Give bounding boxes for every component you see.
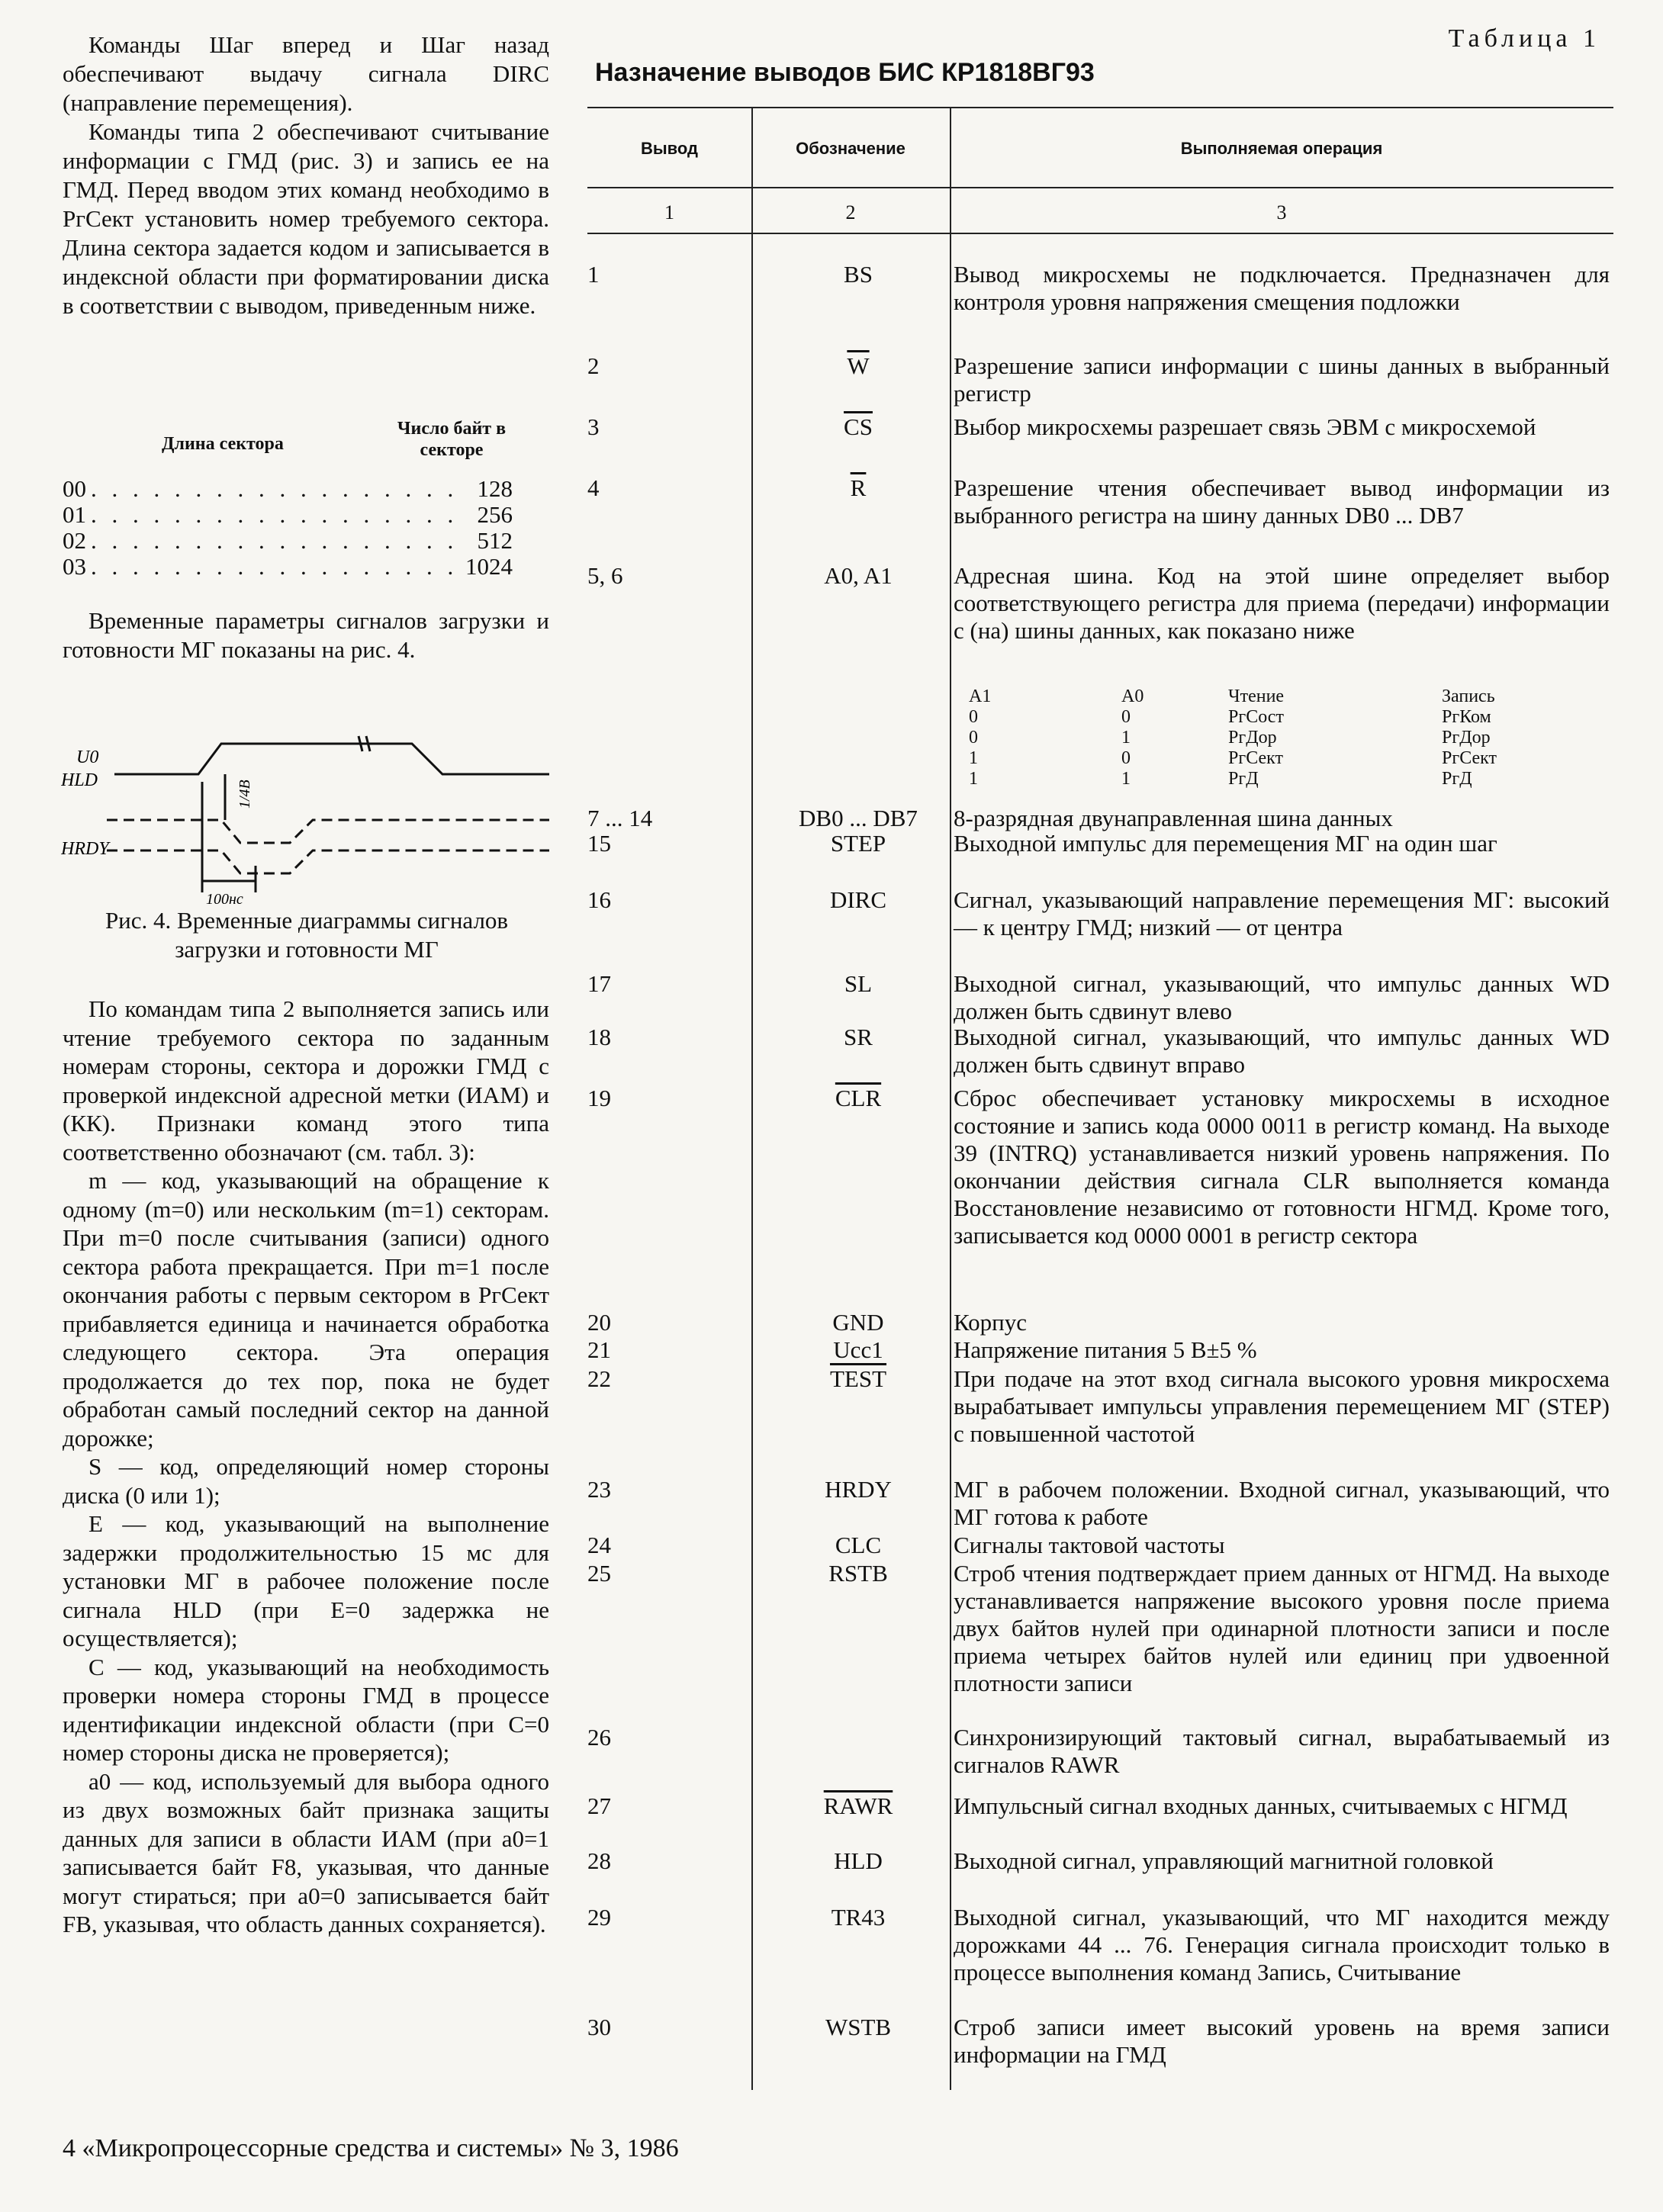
list-item: 02 . . . . . . . . . . . . . . . . . . 512	[63, 527, 513, 554]
divider	[751, 107, 753, 2090]
column-number: 2	[845, 201, 856, 223]
page-footer: 4 «Микропроцессорные средства и системы» № 3, 1986	[63, 2134, 679, 2162]
column-header-operation: Выполняемая операция	[1180, 139, 1383, 158]
paragraph-type2-flags: По командам типа 2 выполняется запись или чтение требуемого сектора по заданным номерам стороны, сектора и дорожки ГМД с проверкой индексной адресной метки (ИАМ) и (КК). Признаки команд этого типа соответственно обозначают (см. табл. 3):	[63, 995, 549, 1165]
divider	[587, 233, 1613, 234]
divider	[587, 107, 1613, 108]
list-item: 01 . . . . . . . . . . . . . . . . . . 256	[63, 501, 513, 528]
paragraph-m-code: m — код, указывающий на обращение к одному (m=0) или нескольким (m=1) секторам. При m=0 после считывания (записи) одного сектора работа прекращается. При m=1 после окончания работы с первым сектором в РгСект прибавляется единица и начинается обработка следующего сектора. Эта операция продолжается до тех пор, пока не будет обработан самый последний сектор на данной дорожке;	[63, 1167, 549, 1452]
paragraph-e-code: E — код, указывающий на выполнение задержки продолжительностью 15 мс для установки МГ в рабочее положение после сигнала HLD (при E=0 задержка не осуществляется);	[63, 1510, 549, 1651]
sector-length-header: Длина сектора	[162, 434, 284, 454]
hld-label: HLD	[61, 770, 98, 790]
timing-diagram	[61, 728, 549, 915]
v0-label: U0	[76, 748, 99, 767]
left-column-bottom	[63, 995, 549, 1939]
quarter-b-label: 1/4B	[236, 780, 253, 809]
sector-length-table	[63, 418, 513, 580]
figure-caption: Рис. 4. Временные диаграммы сигналов загрузки и готовности МГ	[105, 907, 509, 963]
paragraph-s-code: S — код, определяющий номер стороны диска (0 или 1);	[63, 1453, 549, 1509]
bytes-per-sector-header: Число байт в секторе	[397, 419, 507, 460]
column-number: 3	[1276, 201, 1287, 223]
column-header-symbol: Обозначение	[796, 139, 905, 158]
paragraph-a0-code: a0 — код, используемый для выбора одного из двух возможных байт признака защиты данных для записи в области ИАМ (при a0=1 записывается байт F8, указывая, что данные могут стираться; при a0=0 записывается байт FB, указывая, что область данных сохраняется).	[63, 1767, 549, 1937]
address-table: A1 A0 Чтение Запись 0 0 РгСост РгКом 0 1 РгДор РгДор 1 0 РгСект РгСект 1 1 РгД РгД	[969, 686, 1497, 789]
column-header-pin: Вывод	[640, 139, 699, 158]
paragraph-step-commands: Команды Шаг вперед и Шаг назад обеспечивают выдачу сигнала DIRC (направление перемещения).	[63, 31, 549, 116]
divider	[587, 187, 1613, 188]
divider	[950, 107, 951, 2090]
left-column-top	[63, 31, 549, 320]
table-title: Назначение выводов БИС КР1818ВГ93	[595, 58, 1095, 87]
table-label: Таблица 1	[1448, 24, 1600, 53]
column-number: 1	[664, 201, 674, 223]
paragraph-timing: Временные параметры сигналов загрузки и готовности МГ показаны на рис. 4.	[63, 607, 549, 663]
left-column-timing-text	[63, 606, 549, 664]
100ns-label: 100нс	[206, 891, 243, 908]
paragraph-type2-commands: Команды типа 2 обеспечивают считывание информации с ГМД (рис. 3) и запись ее на ГМД. Перед вводом этих команд необходимо в РгСект установить номер требуемого сектора. Длина сектора задается кодом и записывается в индексной области при форматировании диска в соответствии с выводом, приведенным ниже.	[63, 118, 549, 319]
paragraph-c-code: C — код, указывающий на необходимость проверки номера стороны ГМД в процессе идентификации индексной области (при C=0 номер стороны диска не проверяется);	[63, 1653, 549, 1766]
hrdy-label: HRDY	[61, 839, 109, 859]
list-item: 03 . . . . . . . . . . . . . . . . . . 1024	[63, 553, 513, 580]
list-item: 00 . . . . . . . . . . . . . . . . . . 128	[63, 475, 513, 502]
